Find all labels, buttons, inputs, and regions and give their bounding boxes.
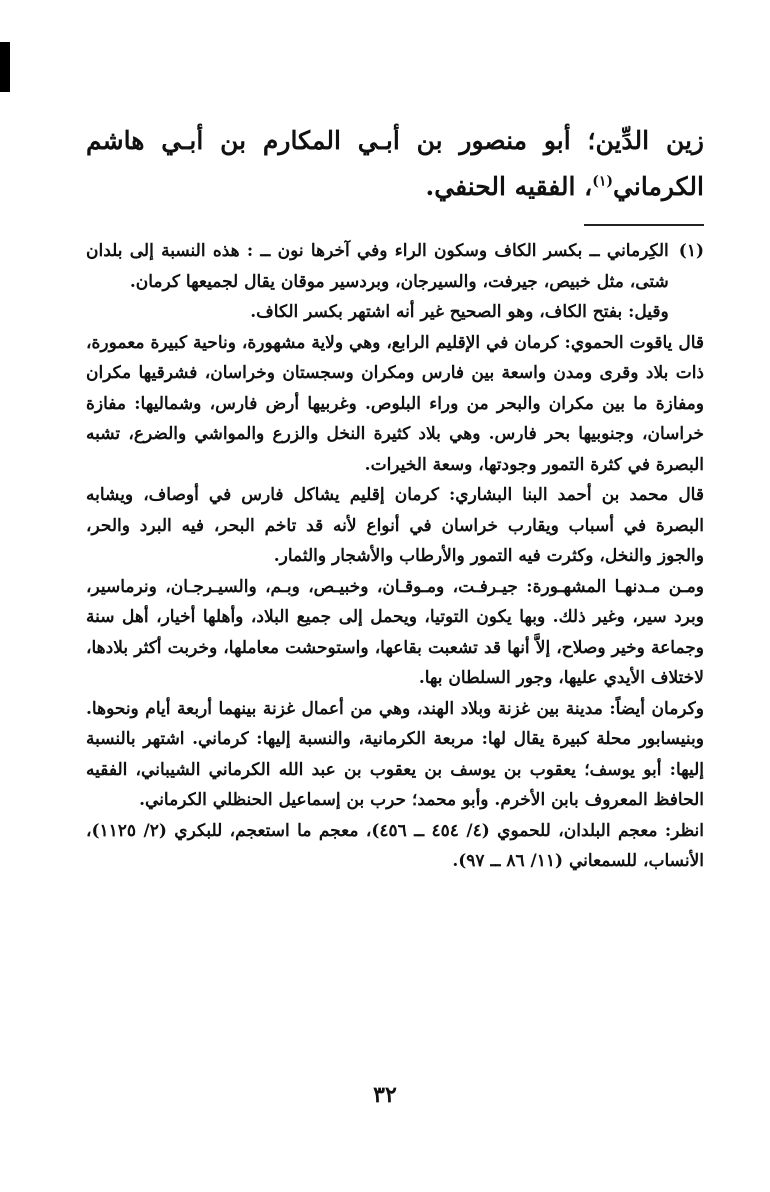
entry-text <box>86 118 704 210</box>
entry-description: ، الفقيه الحنفي. <box>425 172 593 201</box>
page-edge-mark <box>0 42 10 92</box>
footnote-paragraph: قال محمد بن أحمد البنا البشاري: كرمان إقليم يشاكل فارس في أوصاف، ويشابه البصرة في أسباب ويقارب خراسان في أنواع لأنه قد تاخم البحر، فيه البرد والحر، والجوز والنخل، وكثرت فيه التمور والأرطاب والأشجار والثمار. <box>86 485 704 566</box>
footnote-item <box>86 236 704 328</box>
page-content <box>86 118 704 877</box>
footnote-paragraph: قال ياقوت الحموي: كرمان في الإقليم الرابع، وهي ولاية مشهورة، وناحية كبيرة معمورة، ذات بلاد وقرى ومدن واسعة بين فارس ومكران وسجستان وخراسان، فشرقيها مكران ومفازة ما بين مكران والبحر من وراء البلوص. وغربيها أرض فارس، وشماليها: مفازة خراسان، وجنوبيها بحر فارس. وهي بلاد كثيرة النخل والزرع والمواشي والضرع، تشبه البصرة في كثرة التمور وجودتها، وسعة الخيرات. <box>86 332 704 475</box>
footnote-paragraph: وكرمان أيضاً: مدينة بين غزنة وبلاد الهند، وهي من أعمال غزنة بينهما أربعة أيام ونحوها. وبنيسابور محلة كبيرة يقال لها: مربعة الكرمانية، والنسبة إليها: كرماني. اشتهر بالنسبة إليها: أبو يوسف؛ يعقوب بن يوسف بن يعقوب بن عبد الله الكرماني الشيباني، الفقيه الحافظ المعروف بابن الأخرم. وأبو محمد؛ حرب بن إسماعيل الحنظلي الكرماني. <box>86 698 704 810</box>
footnote-number: (١) <box>678 241 704 261</box>
entry-heading: زين الدِّين؛ أبو منصور بن أبـي المكارم بن أبـي هاشم الكرماني <box>86 126 704 201</box>
footnote-reference: (١) <box>592 173 614 190</box>
footnote-paragraph: ومـن مـدنهـا المشهـورة: جيـرفـت، ومـوقـان، وخبيـص، وبـم، والسيـرجـان، ونرماسير، وبرد سير، وغير ذلك. وبها يكون التوتيا، ويحمل إلى جميع البلاد، وأهلها أخيار، أهل سنة وجماعة وخير وصلاح، إلاَّ أنها قد تشعبت بقاعها، واستوحشت معاملها، وخربت أكثر بلادها، لاختلاف الأيدي عليها، وجور السلطان بها. <box>86 576 704 688</box>
page-number: ٣٢ <box>373 1082 397 1108</box>
footnotes <box>86 236 704 877</box>
footnote-paragraph: الكِرماني ــ بكسر الكاف وسكون الراء وفي آخرها نون ــ : هذه النسبة إلى بلدان شتى، مثل خبيص، جيرفت، والسيرجان، وبردسير موقان يقال لجميعها كرمان. <box>86 241 669 292</box>
footnote-separator <box>584 224 704 226</box>
footnote-body <box>86 236 669 328</box>
footnote-paragraph: وقيل: بفتح الكاف، وهو الصحيح غير أنه اشتهر بكسر الكاف. <box>250 302 669 322</box>
footnote-references: انظر: معجم البلدان، للحموي (٤/ ٤٥٤ ــ ٤٥٦)، معجم ما استعجم، للبكري (٢/ ١١٢٥)، الأنساب، للسمعاني (١١/ ٨٦ ــ ٩٧). <box>86 820 704 871</box>
